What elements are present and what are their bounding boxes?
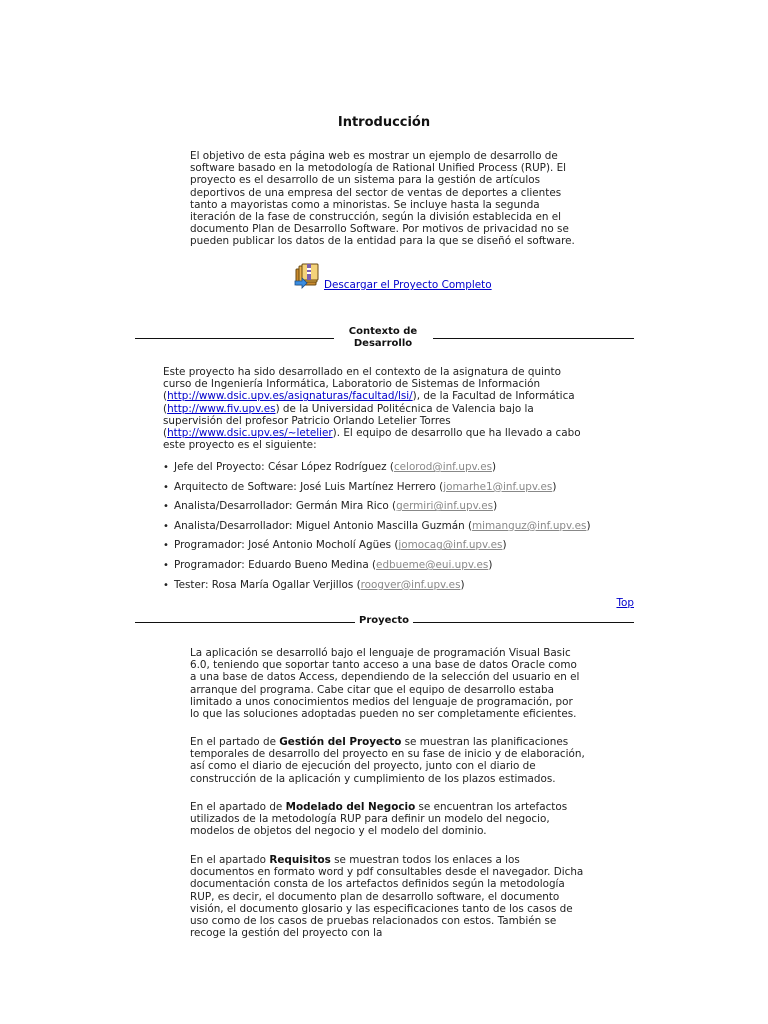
- list-item: • Jefe del Proyecto: César López Rodríguez (celorod@inf.upv.es): [163, 461, 497, 473]
- fiv-link[interactable]: http://www.fiv.upv.es: [167, 402, 276, 415]
- list-item: • Analista/Desarrollador: Miguel Antonio Mascilla Guzmán (mimanguz@inf.upv.es): [163, 519, 591, 532]
- bullet-icon: •: [163, 501, 169, 513]
- email-link[interactable]: jomarhe1@inf.upv.es: [443, 480, 553, 493]
- proyecto-paragraph-1: La aplicación se desarrolló bajo el lenguaje de programación Visual Basic 6.0, teniendo que soportar tanto acceso a una base de datos Oracle como a una base de datos Access, dependiendo de la selección del usuario en el arranque del programa. Cabe citar que el equipo de desarrollo estaba limitado a unos conocimientos medios del lenguaje de programación, por lo que las soluciones adoptadas pueden no ser completamente eficientes.: [190, 647, 580, 721]
- team-list: [163, 460, 591, 597]
- download-project-link[interactable]: Descargar el Proyecto Completo: [324, 279, 492, 291]
- gestion-proyecto-label: Gestión del Proyecto: [279, 736, 402, 748]
- email-link[interactable]: roogver@inf.upv.es: [360, 578, 461, 591]
- bullet-icon: •: [163, 520, 169, 532]
- bullet-icon: •: [163, 559, 169, 571]
- bullet-icon: •: [163, 579, 169, 591]
- section-heading-contexto: Contexto de Desarrollo: [348, 326, 418, 349]
- divider-left: [135, 622, 355, 623]
- list-item: • Arquitecto de Software: José Luis Martínez Herrero (jomarhe1@inf.upv.es): [163, 480, 557, 493]
- intro-paragraph: El objetivo de esta página web es mostrar un ejemplo de desarrollo de software basado en la metodología de Rational Unified Process (RUP). El proyecto es el desarrollo de un sistema para la gestión de artículos deportivos de una empresa del sector de ventas de deportes a clientes tanto a mayoristas como a minoristas. Se incluye hasta la segunda iteración de la fase de construcción, según la división establecida en el documento Plan de Desarrollo Software. Por motivos de privacidad no se pueden publicar los datos de la entidad para la que se diseñó el software.: [190, 150, 575, 248]
- bullet-icon: •: [163, 540, 169, 552]
- top-link[interactable]: Top: [616, 597, 634, 609]
- proyecto-paragraph-4: En el apartado Requisitos se muestran todos los enlaces a los documentos en formato word y pdf consultables desde el navegador. Dicha documentación consta de los artefactos definidos según la metodología RUP, es decir, el documento plan de desarrollo software, el documento visión, el documento glosario y las especificaciones tanto de los casos de uso como de los casos de pruebas relacionados con estos. También se recoge la gestión del proyecto con la: [190, 854, 584, 940]
- divider-right: [413, 622, 634, 623]
- email-link[interactable]: mimanguz@inf.upv.es: [472, 519, 587, 532]
- bullet-icon: •: [163, 481, 169, 493]
- requisitos-label: Requisitos: [269, 854, 331, 866]
- list-item: • Programador: Eduardo Bueno Medina (edbueme@eui.upv.es): [163, 558, 493, 571]
- divider-left: [135, 338, 334, 339]
- divider-right: [433, 338, 634, 339]
- modelado-negocio-label: Modelado del Negocio: [285, 801, 416, 813]
- archive-download-icon[interactable]: [293, 263, 323, 291]
- lsi-link[interactable]: http://www.dsic.upv.es/asignaturas/facultad/lsi/: [167, 390, 413, 403]
- email-link[interactable]: celorod@inf.upv.es: [393, 461, 492, 473]
- list-item: • Analista/Desarrollador: Germán Mira Rico (germiri@inf.upv.es): [163, 500, 498, 513]
- contexto-paragraph: Este proyecto ha sido desarrollado en el contexto de la asignatura de quinto curso de Ingeniería Informática, Laboratorio de Sistemas de Información (http://www.dsic.upv.es/asignaturas/facultad/lsi/), de la Facultad de Informática (http://www.fiv.upv.es) de la Universidad Politécnica de Valencia bajo la supervisión del profesor Patricio Orlando Letelier Torres (http://www.dsic.upv.es/~letelier). El equipo de desarrollo que ha llevado a cabo este proyecto es el siguiente:: [163, 366, 581, 452]
- letelier-link[interactable]: http://www.dsic.upv.es/~letelier: [167, 427, 333, 440]
- email-link[interactable]: germiri@inf.upv.es: [396, 500, 494, 513]
- list-item: • Programador: José Antonio Mocholí Agües (jomocag@inf.upv.es): [163, 539, 507, 552]
- proyecto-paragraph-2: En el partado de Gestión del Proyecto se muestran las planificaciones temporales de desarrollo del proyecto en su fase de inicio y de elaboración, así como el diario de ejecución del proyecto, junto con el diario de construcción de la aplicación y cumplimiento de los plazos estimados.: [190, 736, 585, 785]
- bullet-icon: •: [163, 462, 169, 473]
- section-heading-proyecto: Proyecto: [358, 615, 409, 626]
- download-section: [293, 263, 513, 293]
- page-title: Introducción: [337, 115, 431, 130]
- list-item: • Tester: Rosa María Ogallar Verjillos (roogver@inf.upv.es): [163, 578, 465, 591]
- email-link[interactable]: edbueme@eui.upv.es: [376, 558, 489, 571]
- proyecto-paragraph-3: En el apartado de Modelado del Negocio se encuentran los artefactos utilizados de la metodología RUP para definir un modelo del negocio, modelos de objetos del negocio y el modelo del dominio.: [190, 801, 568, 838]
- email-link[interactable]: jomocag@inf.upv.es: [398, 539, 503, 552]
